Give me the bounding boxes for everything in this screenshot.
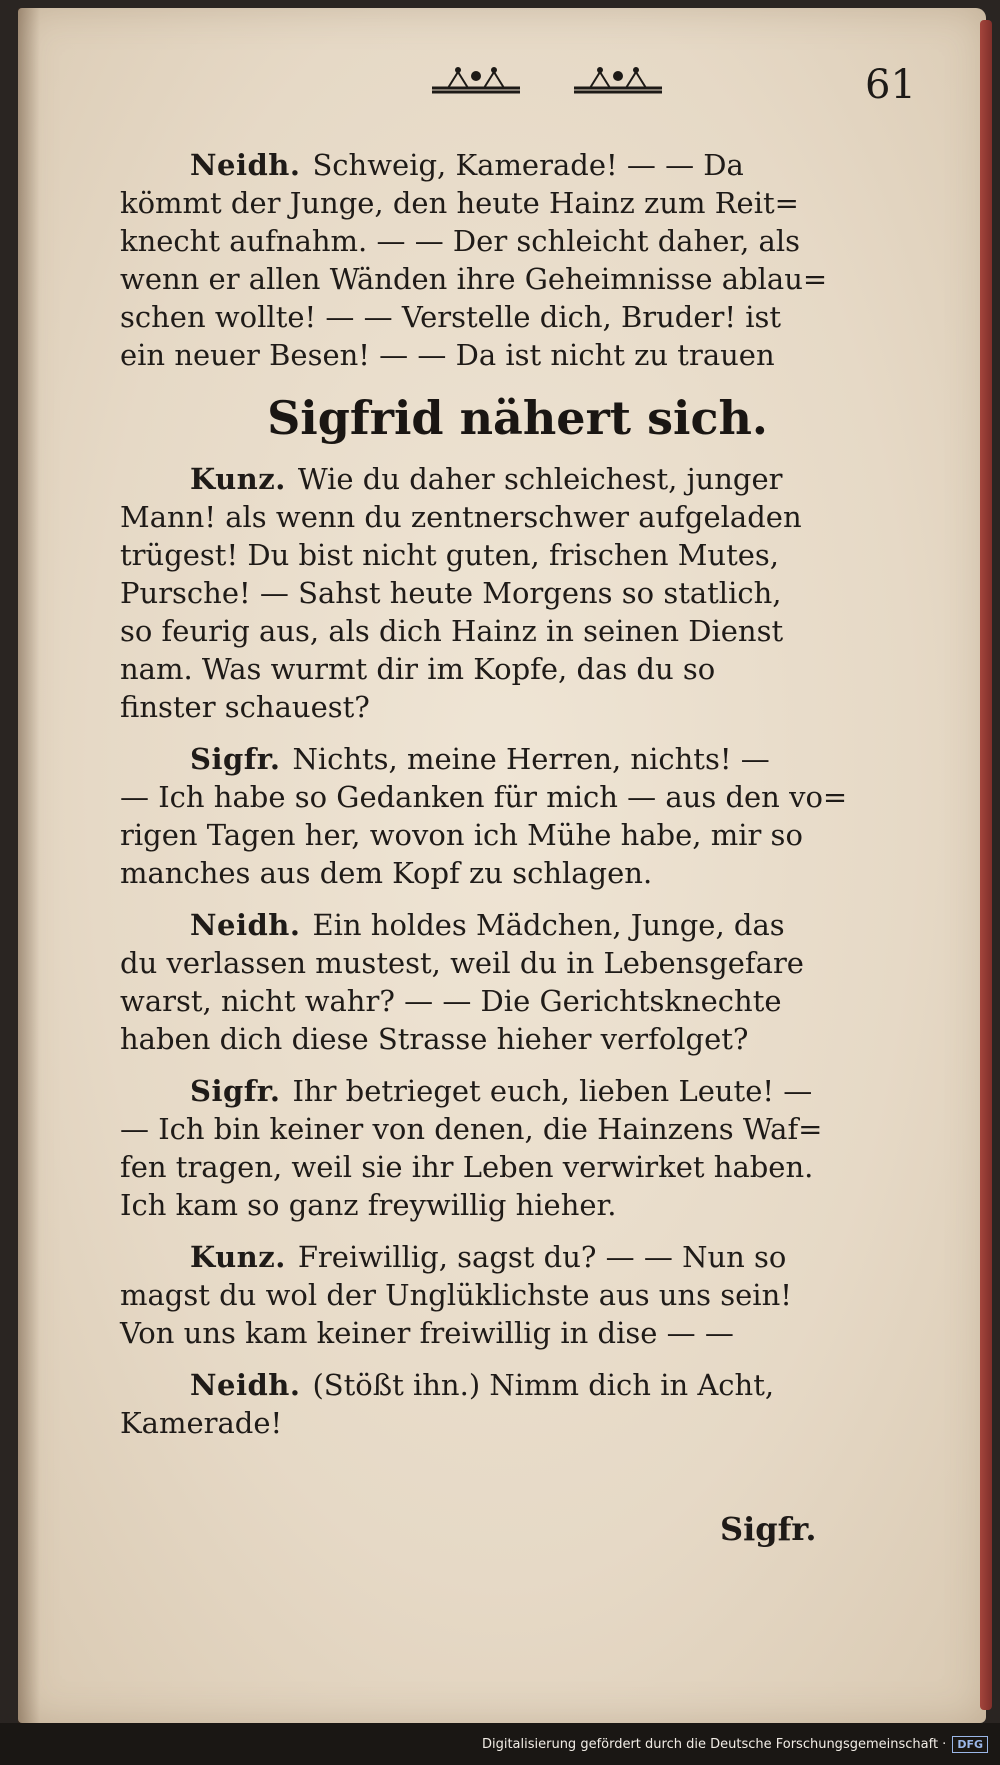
speaker-label: Sigfr.	[190, 742, 281, 776]
speech-kunz-2	[120, 1238, 915, 1352]
speech-line: manches aus dem Kopf zu schlagen.	[120, 856, 653, 890]
speech-line: fen tragen, weil sie ihr Leben verwirket haben.	[120, 1150, 814, 1184]
page-edge	[980, 20, 992, 1710]
speaker-label: Neidh.	[190, 1368, 301, 1402]
speech-neidh-3	[120, 1366, 915, 1442]
footer-credit: Digitalisierung gefördert durch die Deutsche Forschungsgemeinschaft ·	[481, 1736, 947, 1752]
speech-line: Mann! als wenn du zentnerschwer aufgeladen	[120, 500, 802, 534]
speech-line: rigen Tagen her, wovon ich Mühe habe, mir so	[120, 818, 803, 852]
speech-line: so feurig aus, als dich Hainz in seinen Dienst	[120, 614, 784, 648]
speech-line: kömmt der Junge, den heute Hainz zum Reit=	[120, 186, 799, 220]
speech-line: finster schauest?	[120, 690, 370, 724]
speech-line: knecht aufnahm. — — Der schleicht daher, als	[120, 224, 800, 258]
speech-line: trügest! Du bist nicht guten, frischen Mutes,	[120, 538, 779, 572]
dfg-logo-icon: DFG	[952, 1736, 988, 1753]
speech-line: — Ich bin keiner von denen, die Hainzens Waf=	[120, 1112, 823, 1146]
catchword: Sigfr.	[720, 1510, 817, 1548]
speech-line: ein neuer Besen! — — Da ist nicht zu trauen	[120, 338, 775, 372]
speech-line: Ihr betrieget euch, lieben Leute! —	[292, 1074, 813, 1108]
speech-line: Ich kam so ganz freywillig hieher.	[120, 1188, 617, 1222]
speaker-label: Kunz.	[190, 462, 286, 496]
footer-bar	[0, 1723, 1000, 1765]
speech-line: nam. Was wurmt dir im Kopfe, das du so	[120, 652, 716, 686]
speech-line: wenn er allen Wänden ihre Geheimnisse ablau=	[120, 262, 828, 296]
speech-line: Ein holdes Mädchen, Junge, das	[312, 908, 785, 942]
speech-line: Pursche! — Sahst heute Morgens so statlich,	[120, 576, 782, 610]
speech-sigfr-2	[120, 1072, 915, 1224]
speech-line: Kamerade!	[120, 1406, 283, 1440]
speech-neidh-2	[120, 906, 915, 1058]
page-number: 61	[865, 62, 916, 108]
stage-direction-heading: Sigfrid nähert sich.	[267, 391, 768, 445]
speaker-label: Neidh.	[190, 908, 301, 942]
speech-neidh-1	[120, 146, 915, 374]
speech-line: du verlassen mustest, weil du in Lebensgefare	[120, 946, 804, 980]
gutter-shadow	[18, 8, 40, 1723]
speech-line: Nichts, meine Herren, nichts! —	[292, 742, 770, 776]
speech-line: Schweig, Kamerade! — — Da	[312, 148, 744, 182]
speech-line: warst, nicht wahr? — — Die Gerichtsknechte	[120, 984, 782, 1018]
speech-line: — Ich habe so Gedanken für mich — aus den vo=	[120, 780, 848, 814]
speech-line: haben dich diese Strasse hieher verfolget?	[120, 1022, 749, 1056]
speech-line: Wie du daher schleichest, junger	[297, 462, 783, 496]
speech-sigfr-1	[120, 740, 915, 892]
speech-line: schen wollte! — — Verstelle dich, Bruder! ist	[120, 300, 782, 334]
speech-kunz-1	[120, 460, 915, 726]
main-text	[120, 146, 915, 1456]
speech-line: Freiwillig, sagst du? — — Nun so	[297, 1240, 787, 1274]
speech-line: (Stößt ihn.) Nimm dich in Acht,	[312, 1368, 775, 1402]
speech-line: Von uns kam keiner freiwillig in dise — —	[120, 1316, 734, 1350]
speaker-label: Sigfr.	[190, 1074, 281, 1108]
ornament-left-icon	[428, 62, 524, 102]
speech-line: magst du wol der Unglüklichste aus uns sein!	[120, 1278, 792, 1312]
speaker-label: Neidh.	[190, 148, 301, 182]
ornament-right-icon	[570, 62, 666, 102]
speaker-label: Kunz.	[190, 1240, 286, 1274]
